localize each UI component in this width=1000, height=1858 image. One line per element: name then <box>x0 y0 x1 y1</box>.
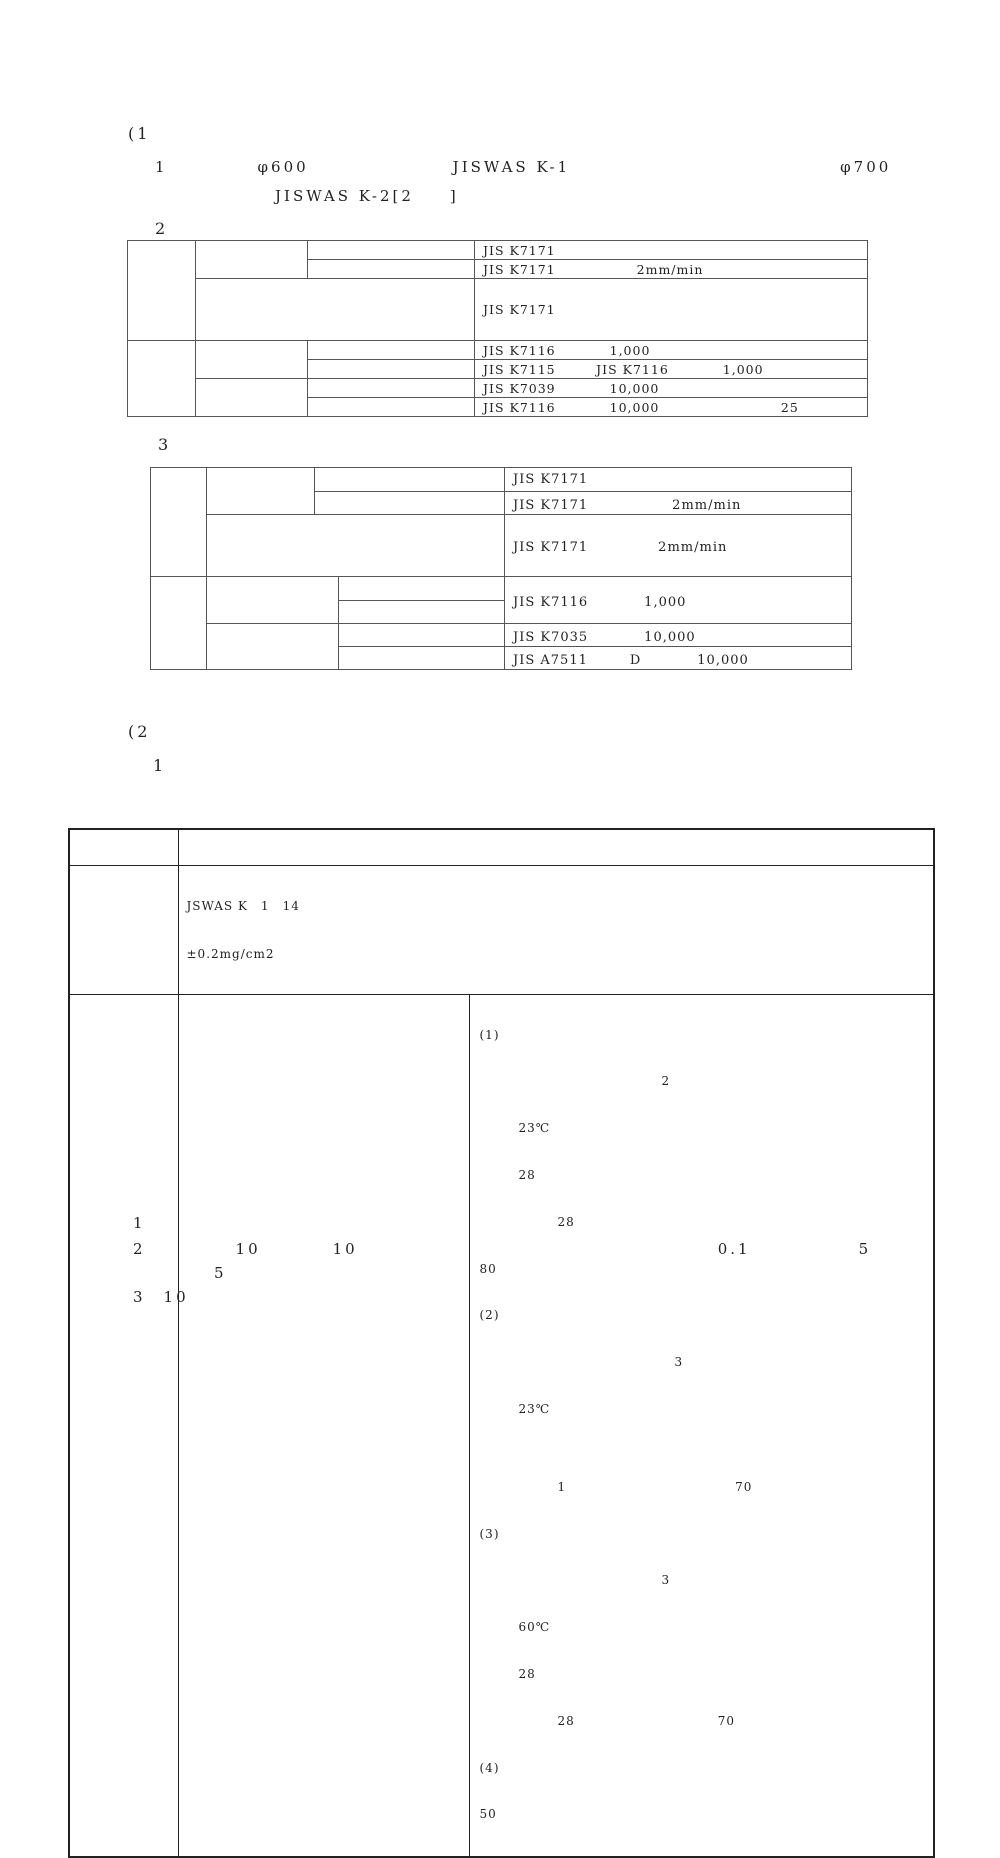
section1-item1-line2: JISWAS K-2[2 ] <box>185 187 549 205</box>
table2-item <box>339 647 505 670</box>
perf-line: 3 <box>479 1355 684 1370</box>
perf-line: (4) <box>479 1760 500 1775</box>
table2-group-short <box>151 468 207 577</box>
section2-heading: (2 <box>128 722 151 741</box>
spec-table-2 <box>150 467 852 670</box>
table1-method: JIS K7116 10,000 25 <box>475 398 868 417</box>
table2-method: JIS K7171 2mm/min <box>505 492 852 515</box>
note-1: 1 <box>133 1214 146 1232</box>
perf-line: (1) <box>479 1027 500 1042</box>
table2-item <box>339 601 505 624</box>
spec-table-1 <box>127 240 868 417</box>
table1-method: JIS K7171 2mm/min <box>475 260 868 279</box>
table2-group-long <box>151 577 207 670</box>
perf-line: 2 <box>479 1074 671 1089</box>
perf-line: 28 <box>479 1667 536 1682</box>
perf-line: 28 <box>479 1214 575 1229</box>
table2-method: JIS K7171 <box>505 468 852 492</box>
table1-group-short <box>128 241 196 341</box>
perf-line: (2) <box>479 1308 500 1323</box>
table4-row1-line2: ±0.2mg/cm2 <box>186 946 275 961</box>
table1-item <box>308 341 475 360</box>
perf-line: 28 <box>479 1168 536 1183</box>
performance-table <box>68 828 935 1858</box>
note-2a: 2 10 10 0.1 5 <box>133 1240 872 1258</box>
note-3: 3 10 <box>133 1288 189 1306</box>
perf-line: 28 70 <box>479 1713 736 1728</box>
note-2b: 5 <box>160 1264 227 1282</box>
table1-item <box>308 398 475 417</box>
table1-sub-short-other <box>196 279 475 341</box>
table2-sub-long-other <box>207 624 339 670</box>
section2-item1: 1 <box>153 756 167 775</box>
perf-line: 60℃ <box>479 1620 551 1635</box>
table2-item <box>339 577 505 601</box>
perf-line: 1 70 <box>479 1479 753 1494</box>
table1-sub-long-bending <box>196 341 308 379</box>
table1-method: JIS K7115 JIS K7116 1,000 <box>475 360 868 379</box>
table4-row2-label <box>69 994 178 1857</box>
table2-method: JIS K7171 2mm/min <box>505 515 852 577</box>
table2-item <box>315 492 505 515</box>
section1-item1-line1: 1 φ600 JISWAS K-1 φ700 <box>155 158 928 176</box>
perf-line: 80 <box>479 1261 497 1276</box>
table1-method: JIS K7171 <box>475 279 868 341</box>
table1-item <box>308 360 475 379</box>
section1-item2: 2 <box>155 219 245 238</box>
table2-sub-short-bending <box>207 468 315 515</box>
table4-row2-sub <box>178 994 469 1857</box>
perf-line: 23℃ <box>479 1401 551 1416</box>
section1-heading: (1 <box>128 124 151 143</box>
table4-header-item <box>69 829 178 865</box>
table4-row1-value <box>178 865 934 994</box>
table4-header-performance <box>178 829 934 865</box>
table1-method: JIS K7039 10,000 <box>475 379 868 398</box>
table4-row1-line1: JSWAS K 1 14 <box>186 898 300 913</box>
table1-group-long <box>128 341 196 417</box>
table1-item <box>308 379 475 398</box>
table2-sub-short-other <box>207 515 505 577</box>
table2-sub-long-bending <box>207 577 339 624</box>
table1-method: JIS K7116 1,000 <box>475 341 868 360</box>
perf-line: 50 <box>479 1807 497 1822</box>
table2-method: JIS K7035 10,000 <box>505 624 852 647</box>
table2-method: JIS K7116 1,000 <box>505 577 852 624</box>
table4-performance-details <box>469 994 934 1857</box>
table2-item <box>339 624 505 647</box>
table1-item <box>308 260 475 279</box>
table1-method: JIS K7171 <box>475 241 868 260</box>
table1-sub-short-bending <box>196 241 308 279</box>
perf-line: 3 <box>479 1573 671 1588</box>
table4-row1-label <box>69 865 178 994</box>
perf-line: (3) <box>479 1526 500 1541</box>
table1-sub-long-other <box>196 379 308 417</box>
table2-method: JIS A7511 D 10,000 <box>505 647 852 670</box>
perf-line: 23℃ <box>479 1121 551 1136</box>
table1-item <box>308 241 475 260</box>
section1-item3: 3 <box>158 435 267 454</box>
table2-item <box>315 468 505 492</box>
